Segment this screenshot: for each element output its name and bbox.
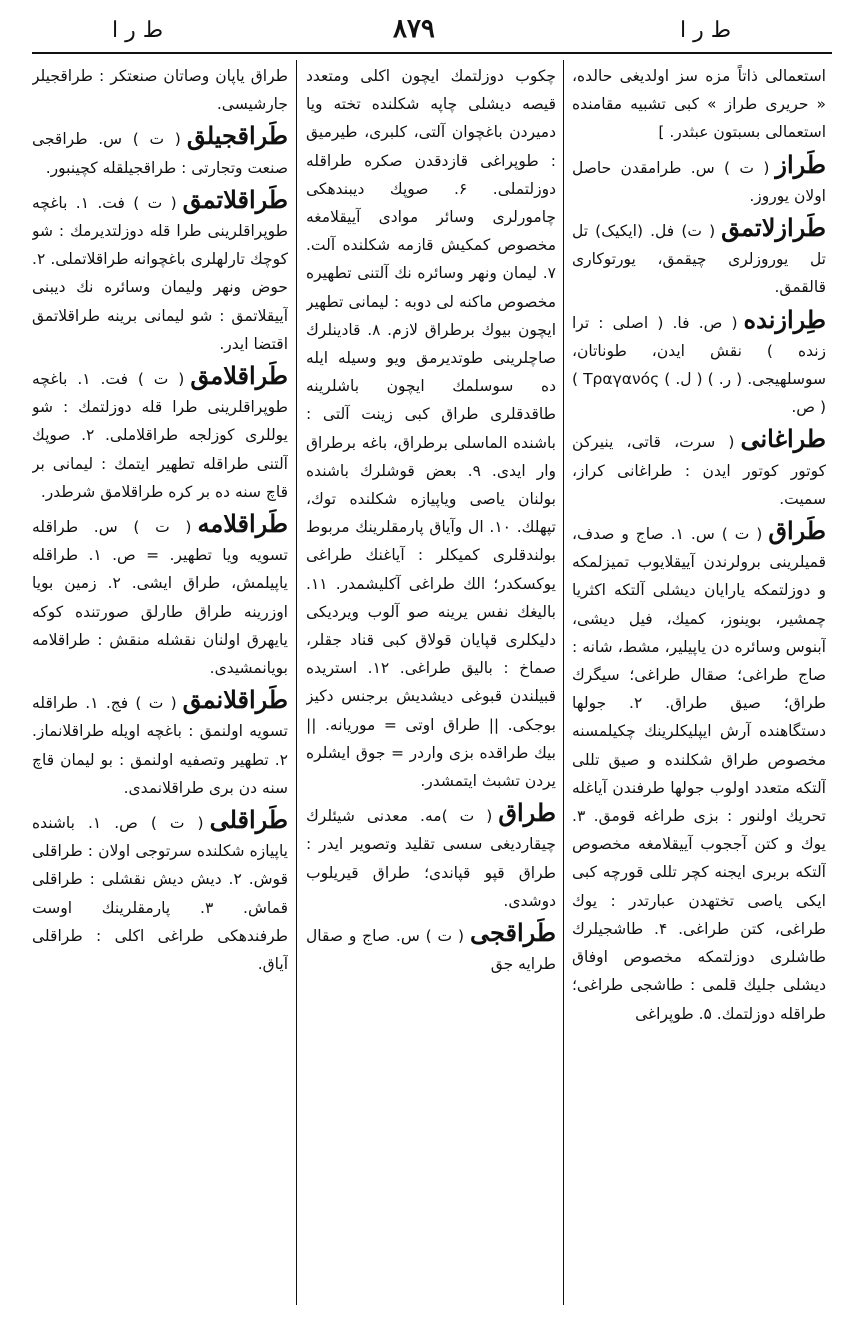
definition: ( ت )مه. معدنی شیئلرك چیقاردیغی سسی تقلید وتصویر ایدر : طراق قپو قپاندی؛ طراق قیریلوب دوشدی.: [306, 807, 556, 910]
headword: طَراقلامه: [197, 509, 288, 539]
definition: ( ت) فل. (ایکیک) تل تل یوروزلری چیقمق، یورتوکاری قالقمق.: [572, 222, 826, 297]
headword: طراغانی: [740, 424, 826, 454]
definition: ( ت ) س. طرامقدن حاصل اولان یوروز.: [572, 158, 826, 205]
dictionary-entry: [306, 919, 556, 978]
headword: طَراقجیلق: [186, 121, 288, 151]
headword: طراق: [498, 798, 556, 828]
continuation-text: طراق یاپان وصاتان صنعتکر : طراقجیلر جارشیسی.: [32, 67, 288, 114]
dictionary-entry: [32, 686, 288, 802]
headword: طِرازنده: [743, 304, 826, 334]
column-left: [32, 62, 288, 1302]
running-head-left: ط ر ا: [112, 18, 164, 43]
header-rule: [32, 52, 832, 54]
continuation-text: چکوب دوزلتمك ایچون اکلی ومتعدد قیصه دیشلی چاپه شکلنده تخته ویا دمیردن باغچوان آلتی، کلبری، طیرمیق : طوپراغی قازدقدن صکره طراقله دوزلتملی. ۶. صوپك دیبندهکی چامورلری وسائر موادی آییقلامغه مخصوص کمکیش قازمه شکلنده آلت. ۷. لیمان ونهر وسائره نك آلتنی تطهیره مخصوص ماکنه لی دوبه : لیمانی تطهیر ایچون بیوك برطراق لازم. ۸. قادینلرك صاچلرینی طوتدیرمق ویو وسیله ایله ده سوسلمك ایچون باشلرینه طاقدقلری طراق کبی زینت آلتی : باشنده الماسلی برطراق، باغه برطراق وار ایدی. ۹. بعض قوشلرك باشنده بولنان یاصی ویاپیازه شکلنده توك، تپهلك. ۱۰. ال وآیاق پارمقلرینك مربوط بولندقلری کمیکلر : آیاغنك طراغی یوکسکدر؛ الك طراغی آکلیشمدر. ۱۱. بالیغك نفس یرینه صو آلوب ویردیکی دلیکلری قپایان قولاق کبی قناد جقلر، صماخ : بالیق طراغی. ۱۲. استریده قبیلندن قبوغی دیشدیش برجنس دکیز بوجکی. || طراق اوتی = موریانه. || بیك طراقده بزی واردر = جوق ایشلره یردن تشبث ایتمشدر.: [306, 67, 556, 791]
running-head-right: ط ر ا: [680, 18, 732, 43]
definition: ( ت ) فت. ۱. باغچه طوپراقلرینی طرا قله دوزلتمك : شو یوللری کوزلجه طراقلاملی. ۲. صوپك آلتنی طراقله تطهیر ایتمك : لیمانی بر قاچ سنه ده بر کره طراقلامق شرطدر.: [32, 370, 288, 501]
column-middle: [306, 62, 556, 1302]
headword: طَراقلانمق: [182, 685, 288, 715]
definition: ( ت ) ص. ۱. باشنده یاپیازه شکلنده سرتوجی اولان : طراقلی قوش. ۲. دیش دیش نقشلی : طراقلی قماش. ۳. پارمقلرینك اوست طرفندهکی طراغی اکلی : طراقلی آیاق.: [32, 814, 288, 974]
dictionary-entry: [32, 510, 288, 682]
dictionary-entry: [32, 362, 288, 506]
dictionary-entry: [32, 806, 288, 978]
definition: ( ت ) س. طراقله تسویه ویا تطهیر. = ص. ۱. طراقله یاپیلمش، طراق ایشی. ۲. زمین بویا اوزرینه طراق طارلق صورتنده کوکه یایهرق اولنان نقشله منقش : طراقلامه بویانمشیدی.: [32, 518, 288, 678]
page-number: ۸۷۹: [393, 14, 435, 44]
headword: طَراز: [775, 149, 826, 179]
definition: ( ت ) فج. ۱. طراقله تسویه اولنمق : باغچه اویله طراقلانماز. ۲. تطهیر وتصفیه اولنمق : بو لیمان قاچ سنه دن بری طراقلانمدی.: [32, 694, 288, 797]
dictionary-entry: [572, 517, 826, 1028]
dictionary-entry: [572, 425, 826, 513]
dictionary-entry: [572, 151, 826, 210]
dictionary-entry: [32, 186, 288, 358]
column-divider-left: [296, 60, 297, 1305]
definition: ( ت ) س. صاج و صقال طرایه جق: [306, 927, 556, 974]
definition: ( سرت، قاتی، ینیرکن کوتور کوتور ایدن : طراغانی کراز، سمیت.: [572, 433, 826, 508]
headword: طَراق: [768, 516, 826, 546]
headword: طَراقلامق: [190, 361, 288, 391]
dictionary-entry: [572, 306, 826, 422]
continuation-text: استعمالی ذاتاً مزه سز اولدیغی حالده، « حریری طراز » کبی تشبیه مقامنده استعمالی بسبتون عبثدر. ]: [572, 67, 826, 142]
column-divider-right: [563, 60, 564, 1305]
column-right: [572, 62, 826, 1302]
headword: طَراقلاتمق: [182, 184, 288, 214]
dictionary-entry: [32, 122, 288, 181]
headword: طَراقجی: [470, 918, 556, 948]
definition: ( ت ) س. طراقجی صنعت وتجارتی : طراقجیلقله کچینبور.: [32, 130, 288, 177]
definition: ( ت ) فت. ۱. باغچه طوپراقلرینی طرا قله دوزلتدیرمك : شو کوچك تارلهلری باغچوانه طراقلاتملی. ۲. حوض ونهر ولیمان وسائره نك دیبنی آییقلاتمق : شو لیمانی برینه طراقلاتمق اقتضا ایدر.: [32, 193, 288, 353]
headword: طَراقلی: [209, 805, 288, 835]
dictionary-entry: [306, 799, 556, 915]
definition: ( ص. فا. ( اصلی : ترا زنده ) نقش ایدن، طوناتان، سوسلهیجی. ( ر. ) ( ل. ) Τραγανός ) ( ص.: [572, 313, 826, 417]
definition: ( ت ) س. ۱. صاج و صدف، قمیلرینی برولرندن آییقلایوب تمیزلمکه و دوزلتمکه یارایان دیشلی آلتکه اکثریا چمشیر، بوینوز، کمیك، فیل دیشی، آبنوس وسائره دن یاپیلیر، مشط، شانه : صاج طراغی؛ صقال طراغی؛ سیگرك طراق؛ صیق طراق. ۲. جولها دستگاهنده آرش ایپلیکلرینك چکیلمسنه مخصوص طراق شکلنده و صیق تللی آلتکه متعدد اولوب جولها طرفندن آیاغله تحریك اولنور : بزی طراغه قومق. ۳. یوك و کتن آججوب آییقلامغه مخصوص آلتکه بربری ایجنه کچر تللی قورچه کبی ایکی یاصی تختهدن عبارتدر : یوك طراغی، کتن طراغی. ۴. طاشجیلرك طاشلری دوزلتمکه مخصوص اوفاق دیشلی جلیك قلمی : طاشجی طراغی؛ طراقله دوزلتمك. ۵. طوپراغی: [572, 525, 826, 1023]
headword: طَرازلاتمق: [721, 213, 826, 243]
dictionary-entry: [572, 214, 826, 302]
page-header: [0, 0, 849, 60]
